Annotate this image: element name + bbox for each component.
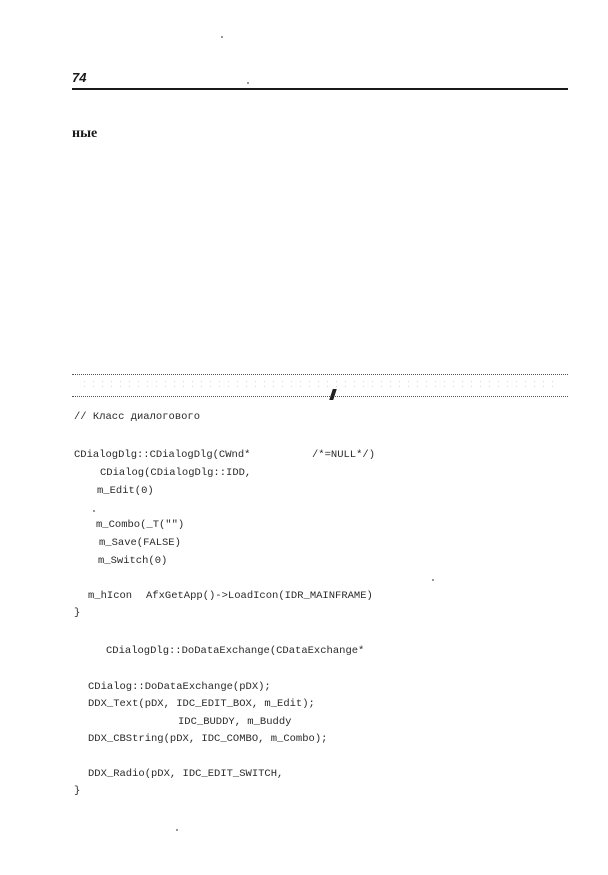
code-line: m_Switch(0)	[98, 555, 168, 567]
page-number: 74	[72, 70, 87, 85]
code-line: m_Combo(_T("")	[96, 519, 185, 531]
code-line: m_hIcon	[88, 590, 133, 602]
code-line: CDialogDlg::CDialogDlg(CWnd*	[74, 449, 251, 461]
code-line: CDialog::DoDataExchange(pDX);	[88, 681, 271, 693]
code-line: CDialog(CDialogDlg::IDD,	[100, 467, 252, 479]
body-text-fragment: ные	[72, 126, 98, 141]
code-line: /*=NULL*/)	[312, 449, 376, 461]
code-line: CDialogDlg::DoDataExchange(CDataExchange*	[106, 645, 365, 657]
code-line: AfxGetApp()->LoadIcon(IDR_MAINFRAME)	[146, 590, 373, 602]
code-line: }	[74, 785, 81, 797]
code-line: m_Save(FALSE)	[99, 537, 181, 549]
code-comment: // Класс диалогового	[74, 411, 201, 423]
code-line: DDX_CBString(pDX, IDC_COMBO, m_Combo);	[88, 733, 328, 745]
code-line: IDC_BUDDY, m_Buddy	[178, 716, 292, 728]
code-line: }	[74, 607, 81, 619]
code-line: DDX_Radio(pDX, IDC_EDIT_SWITCH,	[88, 768, 284, 780]
code-line: DDX_Text(pDX, IDC_EDIT_BOX, m_Edit);	[88, 698, 315, 710]
code-line: m_Edit(0)	[97, 485, 154, 497]
